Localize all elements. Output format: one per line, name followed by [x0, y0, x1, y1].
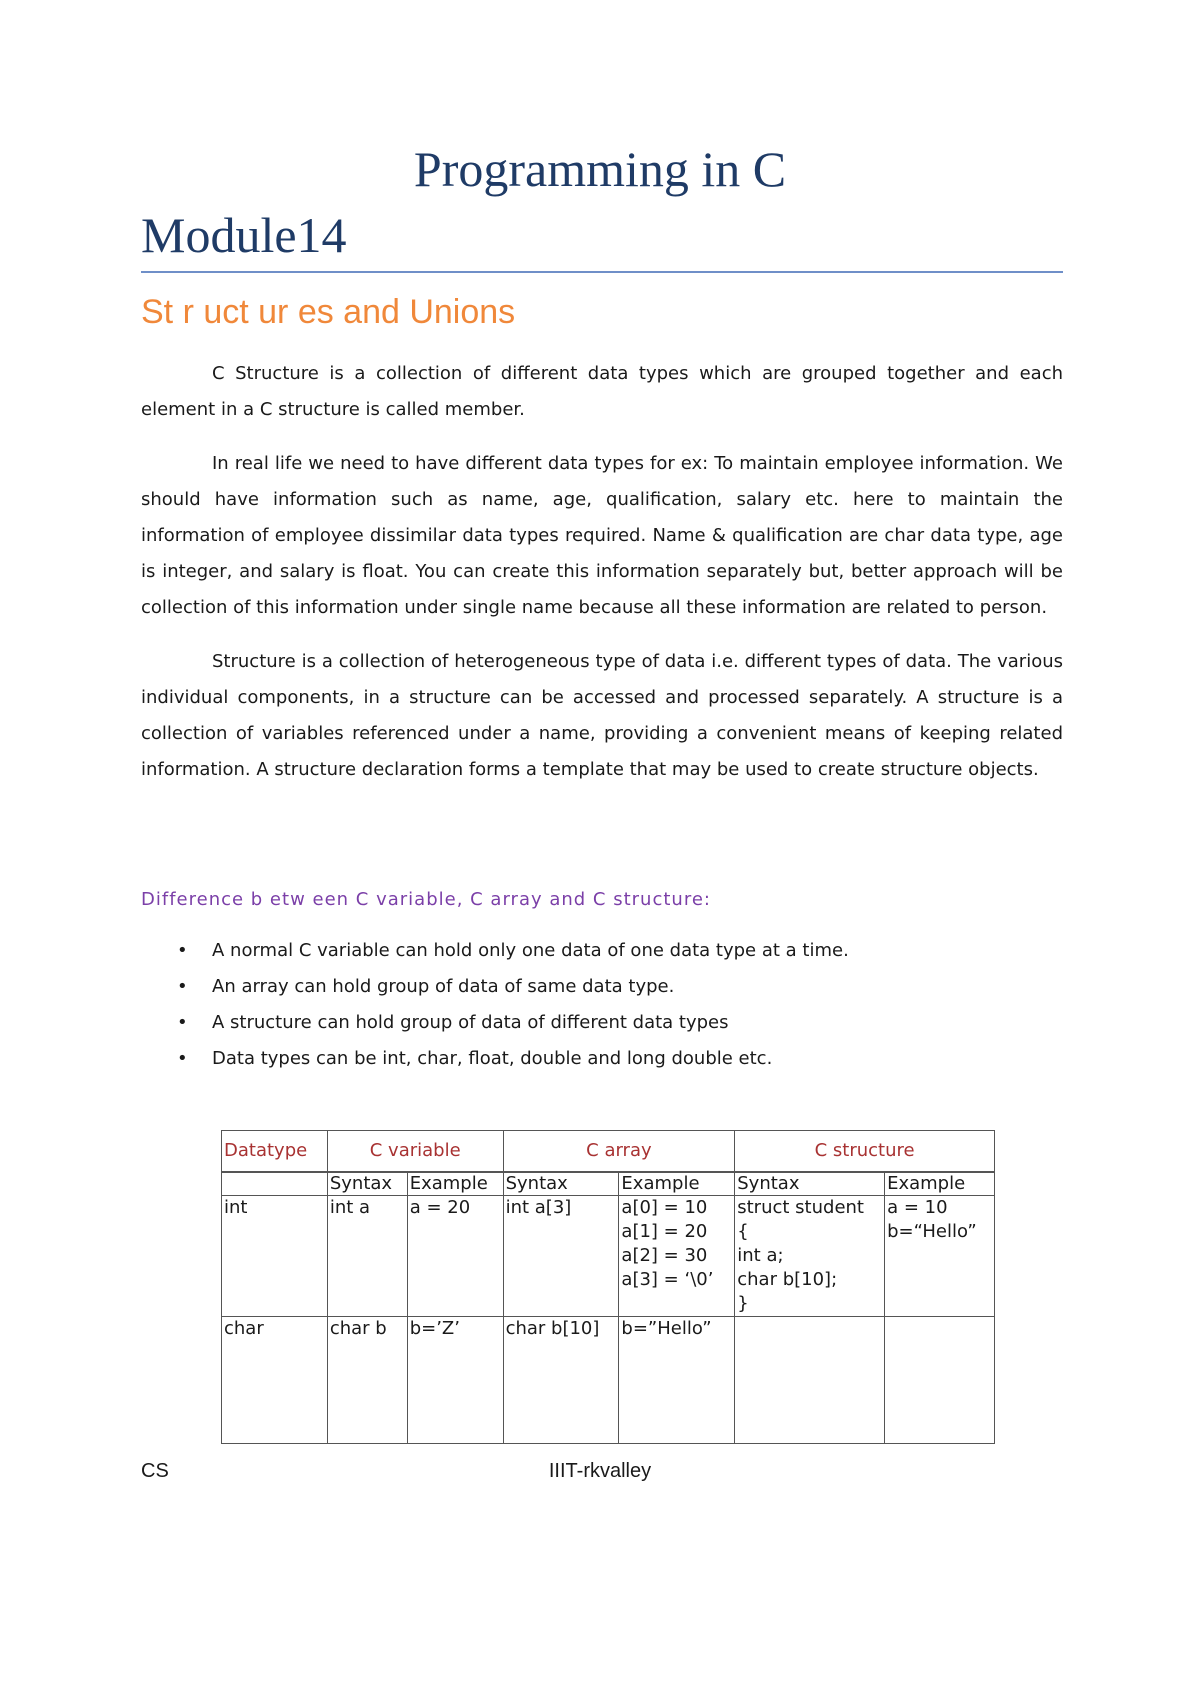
cell-var-syntax: char b — [327, 1317, 407, 1444]
cell-var-example: b=’Z’ — [407, 1317, 503, 1444]
header-c-variable: C variable — [327, 1131, 503, 1173]
list-item — [141, 1041, 849, 1077]
module-title: Module14 — [141, 207, 347, 263]
paragraph: In real life we need to have different data types for ex: To maintain employee information. We should have information such as name, age, qualification, salary etc. here to maintain the information of employee dissimilar data types required. Name & qualification are char data type, age is integer, and salary is float. You can create this information separately but, better approach will be collection of this information under single name because all these information are related to person. — [141, 453, 1063, 618]
document-title: Programming in C — [413, 141, 787, 197]
cell-datatype: int — [222, 1196, 328, 1317]
bullet-list — [141, 933, 849, 1077]
header-datatype: Datatype — [222, 1131, 328, 1173]
table-row — [222, 1317, 995, 1444]
paragraph: Structure is a collection of heterogeneous type of data i.e. different types of data. The various individual components, in a structure can be accessed and processed separately. A structure is a collection of variables referenced under a name, providing a convenient means of keeping related information. A structure declaration forms a template that may be used to create structure objects. — [141, 651, 1063, 780]
subheader-syntax: Syntax — [327, 1172, 407, 1196]
code-line: int a; — [737, 1245, 784, 1266]
header-c-structure: C structure — [735, 1131, 995, 1173]
cell-datatype: char — [222, 1317, 328, 1444]
code-line: b=“Hello” — [887, 1221, 977, 1242]
subheader-example: Example — [619, 1172, 735, 1196]
paragraph: C Structure is a collection of different data types which are grouped together and each element in a C structure is called member. — [141, 363, 1063, 420]
code-line: char b[10]; — [737, 1269, 838, 1290]
list-item — [141, 1005, 849, 1041]
list-item-text: Data types can be int, char, float, double and long double etc. — [212, 1048, 773, 1069]
list-item-text: A structure can hold group of data of different data types — [212, 1012, 729, 1033]
title-divider — [141, 271, 1063, 273]
comparison-table — [221, 1130, 995, 1444]
footer-center: IIIT-rkvalley — [548, 1460, 652, 1482]
code-line: { — [737, 1221, 749, 1242]
cell-arr-syntax: int a[3] — [503, 1196, 619, 1317]
list-item-text: An array can hold group of data of same data type. — [212, 976, 675, 997]
subheader-example: Example — [407, 1172, 503, 1196]
code-line: a[0] = 10 — [621, 1197, 708, 1218]
body-paragraphs — [141, 356, 1063, 806]
cell-var-syntax: int a — [327, 1196, 407, 1317]
cell-struct-example — [885, 1317, 995, 1444]
table-subheader-row — [222, 1172, 995, 1196]
bullet-icon: • — [177, 976, 188, 997]
bullet-icon: • — [177, 940, 188, 961]
cell-struct-syntax — [735, 1196, 885, 1317]
subheader-example: Example — [885, 1172, 995, 1196]
code-line: a[2] = 30 — [621, 1245, 708, 1266]
subheader-syntax: Syntax — [503, 1172, 619, 1196]
table-row — [222, 1196, 995, 1317]
code-line: struct student — [737, 1197, 864, 1218]
cell-struct-example — [885, 1196, 995, 1317]
cell-arr-syntax: char b[10] — [503, 1317, 619, 1444]
bullet-icon: • — [177, 1012, 188, 1033]
code-line: a = 10 — [887, 1197, 948, 1218]
subheading: Difference b etw een C variable, C array and C structure: — [141, 889, 711, 910]
list-item — [141, 933, 849, 969]
list-item-text: A normal C variable can hold only one data of one data type at a time. — [212, 940, 849, 961]
table-header-row — [222, 1131, 995, 1173]
section-title: St r uct ur es and Unions — [141, 293, 516, 331]
list-item — [141, 969, 849, 1005]
code-line: a[3] = ‘\0’ — [621, 1269, 714, 1290]
subheader-syntax: Syntax — [735, 1172, 885, 1196]
bullet-icon: • — [177, 1048, 188, 1069]
footer-left: CS — [141, 1460, 169, 1482]
header-c-array: C array — [503, 1131, 735, 1173]
cell-arr-example — [619, 1196, 735, 1317]
code-line: a[1] = 20 — [621, 1221, 708, 1242]
cell-var-example: a = 20 — [407, 1196, 503, 1317]
cell-struct-syntax — [735, 1317, 885, 1444]
code-line: } — [737, 1293, 749, 1314]
subheader-empty — [222, 1172, 328, 1196]
cell-arr-example: b=”Hello” — [619, 1317, 735, 1444]
